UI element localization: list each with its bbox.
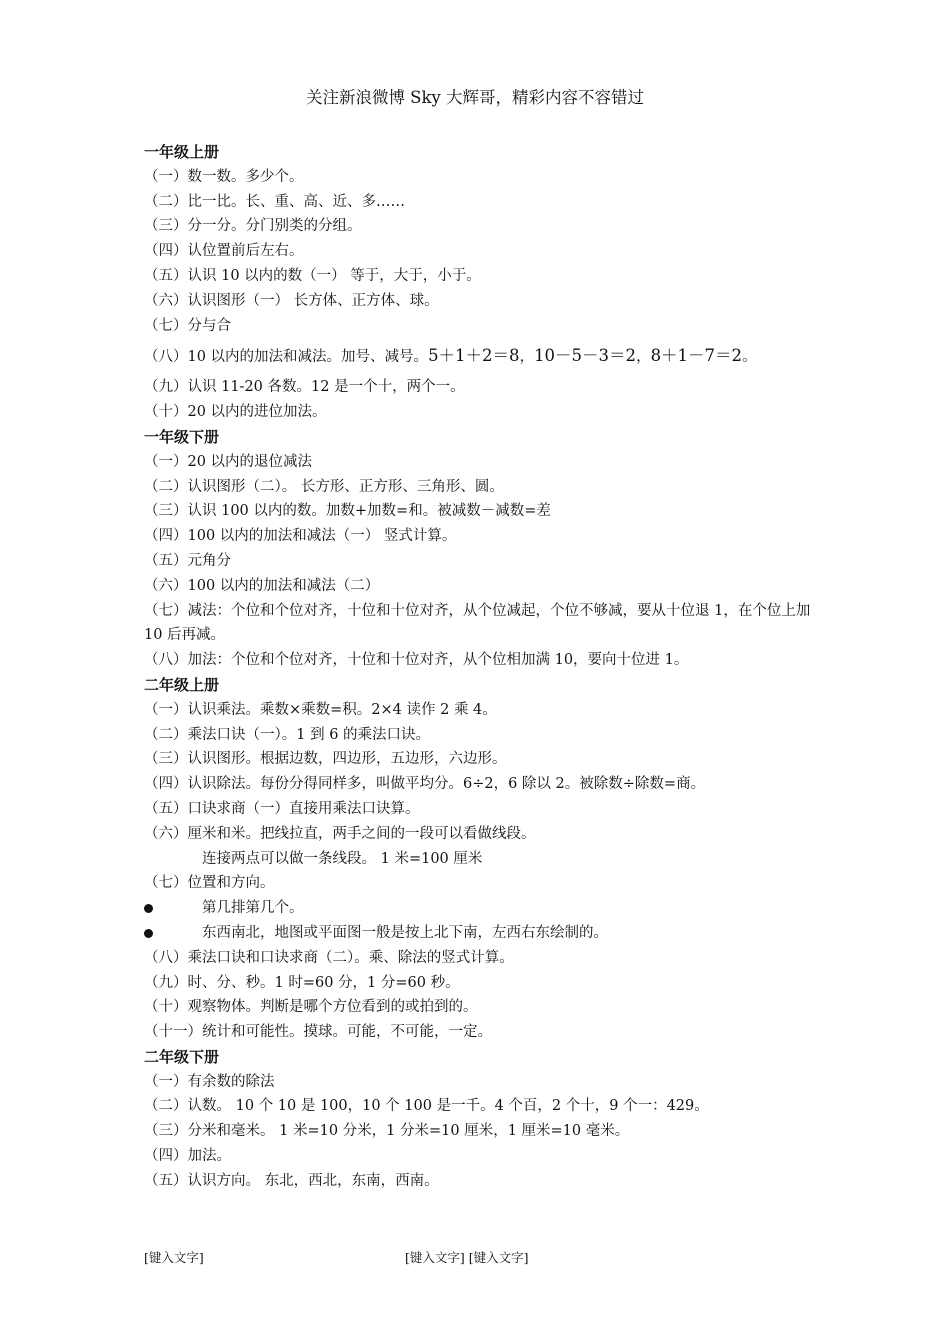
list-item: （七）分与合 [144,317,231,334]
list-item: （八）乘法口诀和口诀求商（二）。乘、除法的竖式计算。 [144,949,514,966]
list-item: （五）认识 10 以内的数（一） 等于，大于，小于。 [144,267,481,284]
list-item: （三）分一分。分门别类的分组。 [144,218,362,235]
list-item: （四）100 以内的加法和减法（一） 竖式计算。 [144,528,457,545]
list-item: （三）认识图形。根据边数，四边形，五边形，六边形。 [144,751,507,768]
bullet-text: 东西南北，地图或平面图一般是按上北下南，左西右东绘制的。 [202,924,608,941]
list-item: （九）认识 11-20 各数。12 是一个十，两个一。 [144,379,465,396]
list-item: （五）口诀求商（一）直接用乘法口诀算。 [144,800,420,817]
list-item: （十）观察物体。判断是哪个方位看到的或拍到的。 [144,999,478,1016]
equation-1: 5＋1＋2＝8 [428,346,520,366]
list-item: （十一）统计和可能性。摸球。可能，不可能，一定。 [144,1024,492,1041]
equation-3: 8＋1－7＝2 [650,346,743,366]
list-item: （五）元角分 [144,552,231,569]
list-item: （一）认识乘法。乘数×乘数=积。2×4 读作 2 乘 4。 [144,701,497,718]
list-item: （九）时、分、秒。1 时=60 分，1 分=60 秒。 [144,974,460,991]
indented-line: 连接两点可以做一条线段。 1 米=100 厘米 [202,850,483,867]
section-heading: 二年级下册 [144,1047,220,1066]
separator: ， [636,349,651,366]
bullet-item [144,896,824,921]
list-item: （一）有余数的除法 [144,1073,275,1090]
list-item: （四）认位置前后左右。 [144,243,304,260]
math-list-item [144,338,824,375]
list-item: （二）乘法口诀（一）。1 到 6 的乘法口诀。 [144,726,431,743]
bullet-text: 第几排第几个。 [202,900,304,917]
section-heading: 一年级上册 [144,143,220,161]
list-item: （七）减法：个位和个位对齐，十位和十位对齐，从个位减起，个位不够减，要从十位退 1，在个位上加 10 后再减。 [144,602,811,644]
page-header: 关注新浪微博 Sky 大辉哥，精彩内容不容错过 [305,88,645,107]
section-heading: 二年级上册 [144,675,220,694]
list-item: （六）认识图形（一） 长方体、正方体、球。 [144,292,439,309]
period: 。 [742,349,757,366]
footer-placeholder-left[interactable]: [键入文字] [144,1250,204,1265]
list-item: （三）认识 100 以内的数。加数+加数=和。被减数－减数=差 [144,503,551,520]
bullet-icon [144,904,153,913]
list-item: （三）分米和毫米。 1 米=10 分米，1 分米=10 厘米，1 厘米=10 毫米。 [144,1123,630,1140]
equation-2: 10－5－3＝2 [534,346,637,366]
bullet-item [144,921,824,946]
list-item: （六）厘米和米。把线拉直，两手之间的一段可以看做线段。 [144,825,536,842]
section-heading: 一年级下册 [144,427,220,446]
bullet-icon [144,929,153,938]
math-item-text: （八）10 以内的加法和减法。加号、减号。 [144,349,429,366]
list-item: （十）20 以内的进位加法。 [144,404,327,421]
list-item: （六）100 以内的加法和减法（二） [144,577,380,594]
page-footer [0,1248,950,1272]
list-item: （一）数一数。多少个。 [144,168,304,185]
list-item: （四）加法。 [144,1148,231,1165]
list-item: （四）认识除法。每份分得同样多，叫做平均分。6÷2，6 除以 2。被除数÷除数=商。 [144,776,706,793]
list-item: （八）加法：个位和个位对齐，十位和十位对齐，从个位相加满 10，要向十位进 1。 [144,652,689,669]
list-item: （二）比一比。长、重、高、近、多…… [144,193,405,210]
footer-placeholder-center[interactable]: [键入文字] [键入文字] [405,1250,529,1265]
list-item: （五）认识方向。 东北，西北，东南，西南。 [144,1172,439,1189]
document-body [144,140,824,1194]
list-item: （二）认识图形（二）。 长方形、正方形、三角形、圆。 [144,478,504,495]
list-item: （七）位置和方向。 [144,875,275,892]
list-item: （二）认数。 10 个 10 是 100，10 个 100 是一千。4 个百，2 个十，9 个一：429。 [144,1098,709,1115]
list-item: （一）20 以内的退位减法 [144,453,313,470]
separator: ， [519,349,535,366]
